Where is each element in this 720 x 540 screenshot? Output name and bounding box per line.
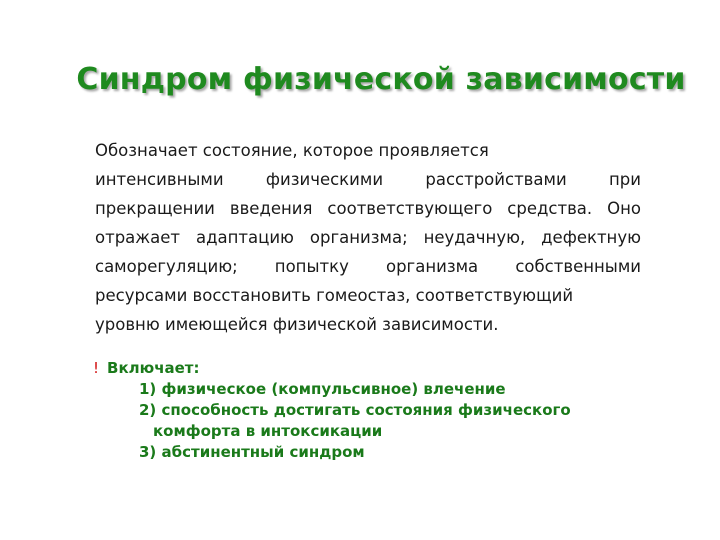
includes-header [93, 358, 653, 379]
includes-section [93, 358, 653, 463]
list-item: 2) способность достигать состояния физического [139, 401, 571, 419]
includes-list [93, 379, 653, 463]
definition-paragraph [95, 136, 641, 339]
paragraph-line: Обозначает состояние, которое проявляется [95, 141, 489, 160]
slide-title: Синдром физической зависимости [76, 62, 686, 97]
paragraph-line: прекращении введения соответствующего средства. Оно [95, 199, 641, 218]
paragraph-line: уровню имеющейся физической зависимости. [95, 315, 499, 334]
paragraph-line: интенсивными физическими расстройствами при [95, 170, 641, 189]
includes-label: Включает: [107, 359, 200, 377]
exclamation-marker: ! [93, 359, 100, 377]
paragraph-line: саморегуляцию; попытку организма собственными [95, 257, 641, 276]
list-item-continuation: комфорта в интоксикации [153, 422, 383, 440]
list-item: 3) абстинентный синдром [139, 443, 365, 461]
list-item: 1) физическое (компульсивное) влечение [139, 380, 506, 398]
paragraph-line: ресурсами восстановить гомеостаз, соответствующий [95, 286, 574, 305]
paragraph-line: отражает адаптацию организма; неудачную, дефектную [95, 228, 641, 247]
